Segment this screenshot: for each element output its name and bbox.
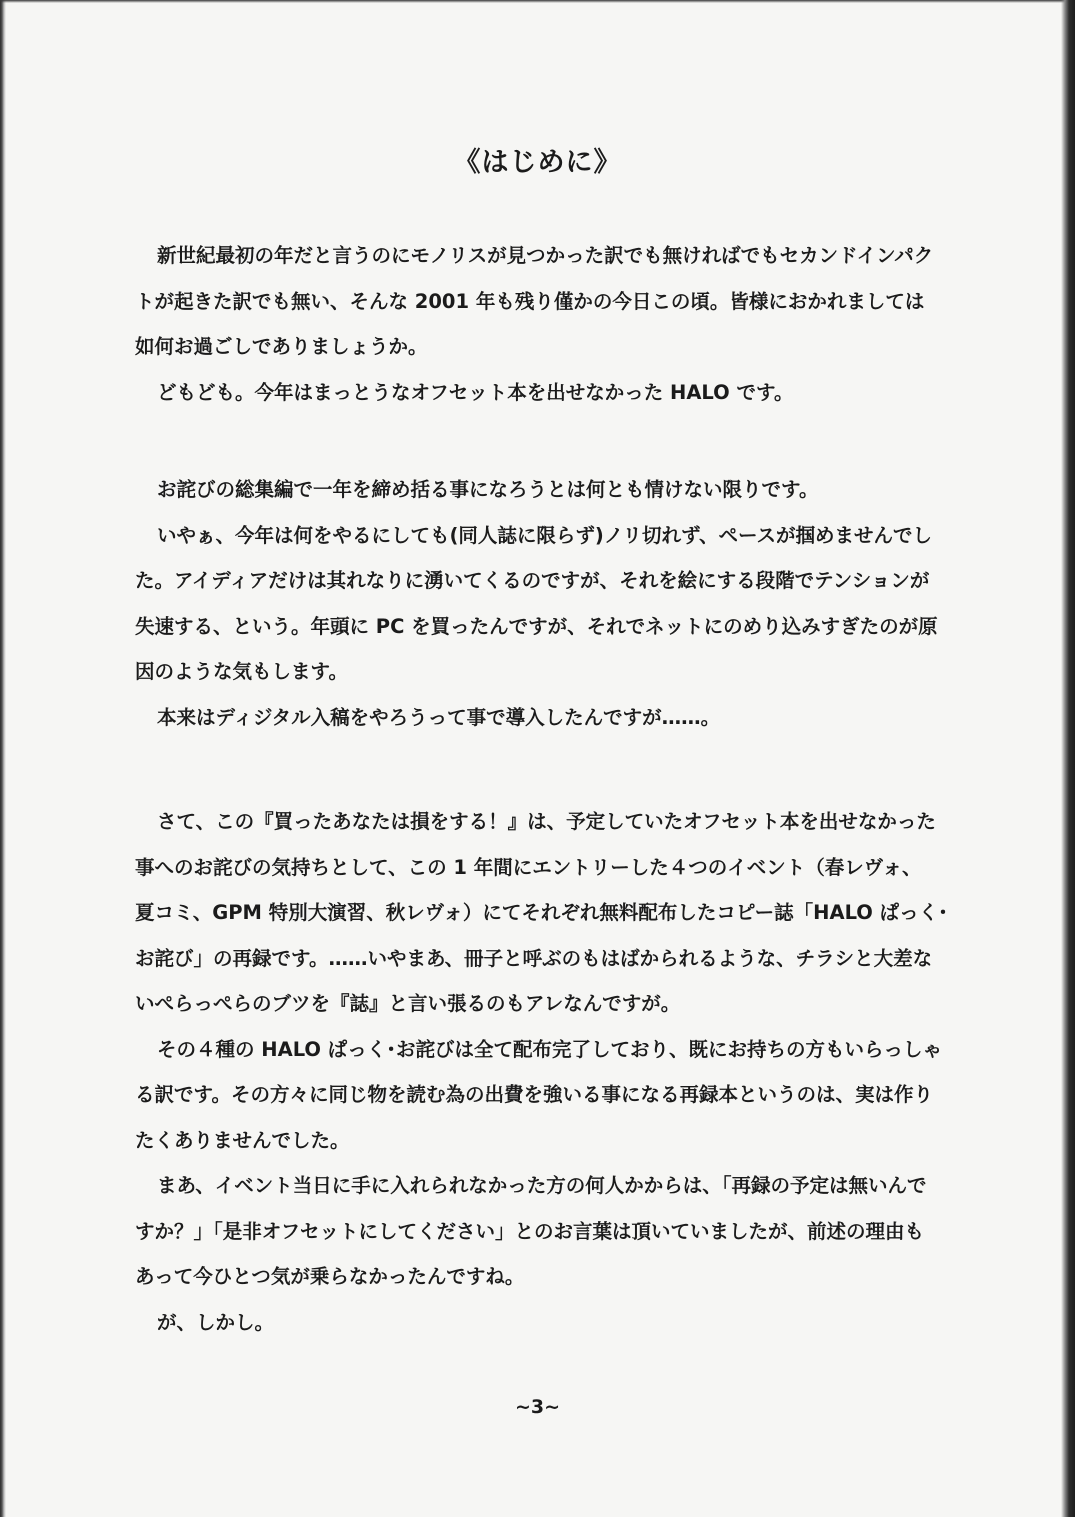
text-line: 事へのお詫びの気持ちとして、この 1 年間にエントリーした４つのイベント（春レヴォ、: [135, 855, 922, 879]
text-line: お詫び」の再録です。……いやまあ、冊子と呼ぶのもはばかられるような、チラシと大差な: [135, 946, 933, 970]
text-line: 如何お過ごしでありましょうか。: [135, 335, 428, 358]
text-line: た。アイディアだけは其れなりに湧いてくるのですが、それを絵にする段階でテンションが: [135, 569, 930, 592]
text-line: いやぁ、今年は何をやるにしても(同人誌に限らず)ノリ切れず、ペースが掴めませんでし: [157, 523, 933, 547]
text-line: まあ、イベント当日に手に入れられなかった方の何人かからは、「再録の予定は無いんで: [157, 1174, 927, 1197]
page-edge-top: [0, 0, 1075, 3]
text-line: る訳です。その方々に同じ物を読む為の出費を強いる事になる再録本というのは、実は作り: [135, 1083, 933, 1106]
text-line: お詫びの総集編で一年を締め括る事になろうとは何とも情けない限りです。: [157, 478, 819, 501]
text-line: さて、この『買ったあなたは損をする！』は、予定していたオフセット本を出せなかった: [157, 810, 936, 833]
page-edge-left: [0, 0, 6, 1517]
page-number: ~3~: [514, 1396, 561, 1418]
text-line: 失速する、という。年頭に PC を買ったんですが、それでネットにのめり込みすぎたのが原: [135, 614, 938, 638]
text-line: どもども。今年はまっとうなオフセット本を出せなかった HALO です。: [157, 380, 794, 404]
text-line: トが起きた訳でも無い、そんな 2001 年も残り僅かの今日この頃。皆様におかれましては: [135, 289, 925, 313]
page-title: 《はじめに》: [453, 147, 622, 178]
page-edge-right: [1061, 0, 1075, 1517]
text-line: 夏コミ、GPM 特別大演習、秋レヴォ）にてそれぞれ無料配布したコピー誌「HALO ぱっく･: [135, 901, 948, 924]
text-line: たくありませんでした。: [135, 1128, 350, 1152]
paragraph-1: [135, 233, 970, 415]
paragraph-3: [135, 799, 970, 1345]
text-line: 因のような気もします。: [135, 660, 348, 683]
text-line: あって今ひとつ気が乗らなかったんですね。: [135, 1265, 525, 1288]
text-line: その４種の HALO ぱっく･お詫びは全て配布完了しており、既にお持ちの方もいらっしゃ: [157, 1037, 943, 1061]
paragraph-2: [135, 467, 970, 740]
text-line: 本来はディジタル入稿をやろうって事で導入したんですが……。: [157, 705, 721, 729]
text-line: 新世紀最初の年だと言うのにモノリスが見つかった訳でも無ければでもセカンドインパク: [157, 244, 934, 267]
text-line: いぺらっぺらのブツを『誌』と言い張るのもアレなんですが。: [135, 992, 681, 1015]
text-line: すか？」「是非オフセットにしてください」とのお言葉は頂いていましたが、前述の理由も: [135, 1219, 924, 1243]
text-line: が、しかし。: [157, 1310, 275, 1334]
